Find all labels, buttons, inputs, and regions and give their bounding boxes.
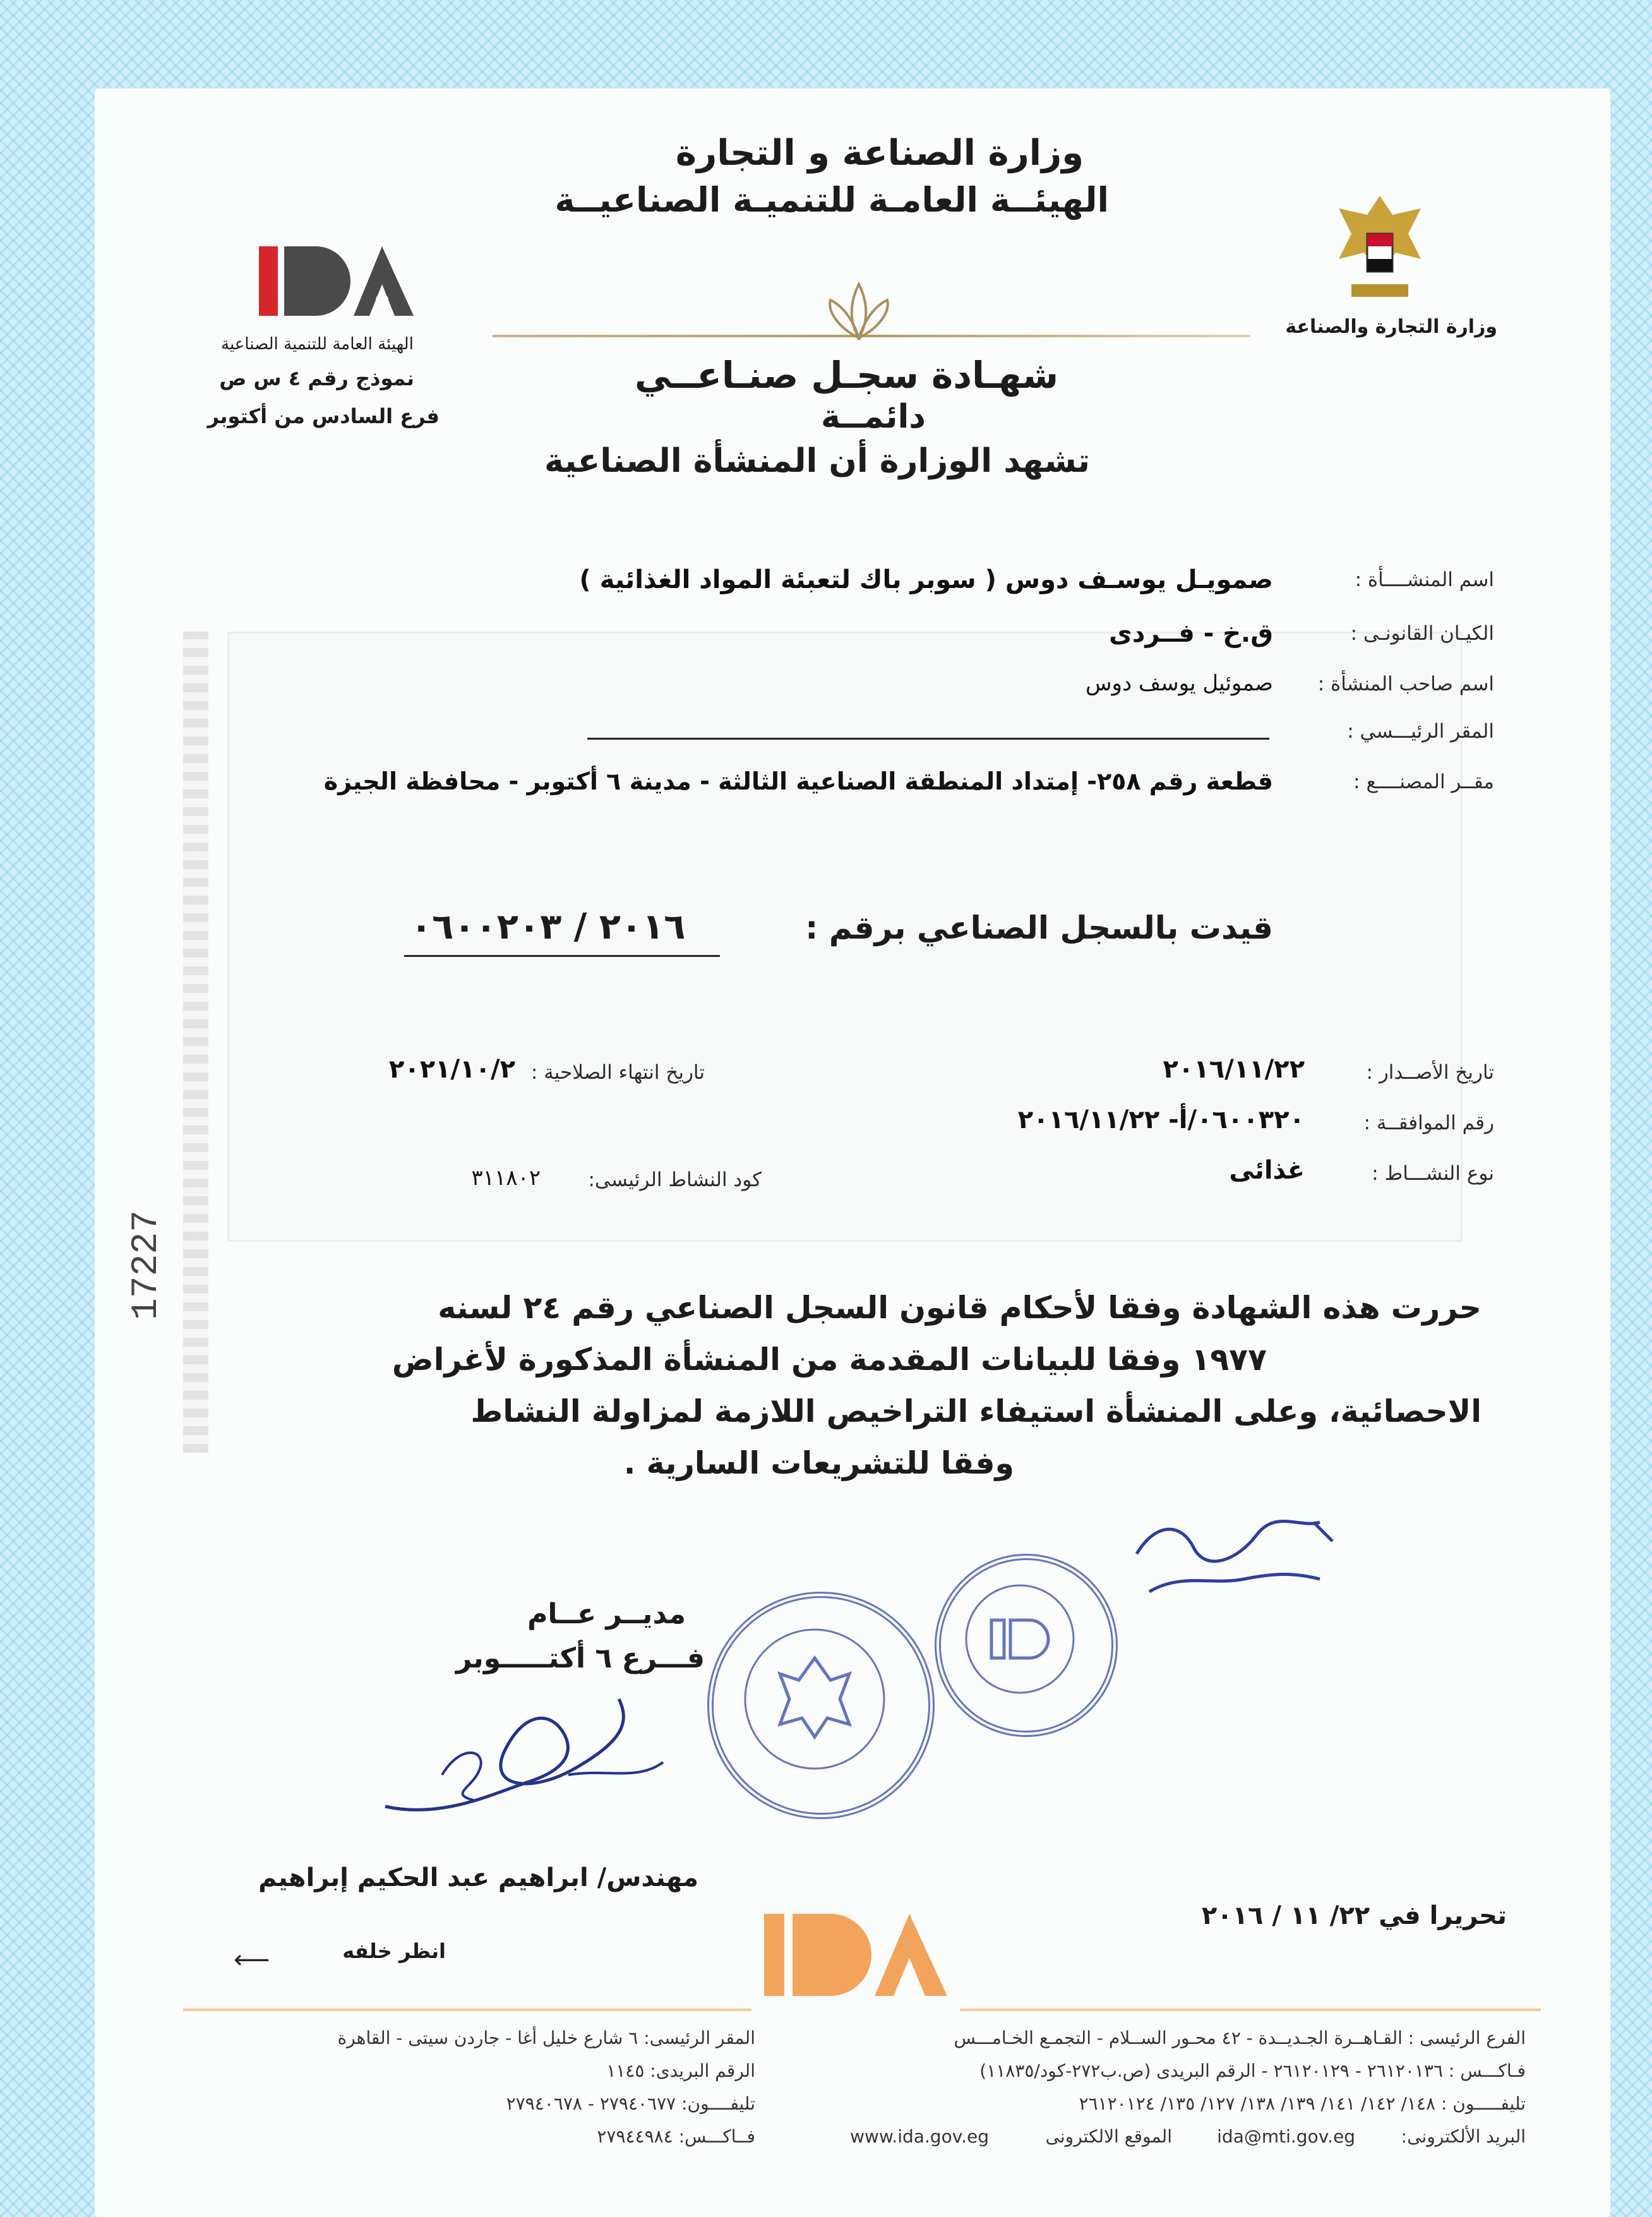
footer-main-branch: الفرع الرئيسى : القـاهــرة الجـديــدة - ٤٢ محـور الســلام - التجمـع الخـامـــس bbox=[954, 2028, 1526, 2048]
eagle-seal-icon bbox=[714, 1598, 916, 1800]
form-number: نموذج رقم ٤ س ص bbox=[219, 366, 414, 390]
footer-rule-right bbox=[960, 2009, 1541, 2011]
entity-value: ق.خ - فــردى bbox=[1109, 619, 1273, 648]
hq-blank-line bbox=[587, 738, 1269, 740]
code-label: كود النشاط الرئيسى: bbox=[588, 1169, 762, 1191]
expiry-value: ٢٠٢١/١٠/٢ bbox=[388, 1055, 515, 1084]
statement-line-2: ١٩٧٧ وفقا للبيانات المقدمة من المنشأة المذكورة لأغراض bbox=[392, 1342, 1267, 1378]
signer-branch: فـــرع ٦ أكتـــــوبر bbox=[455, 1642, 705, 1674]
name-label: اسم المنشــــأة : bbox=[1355, 568, 1494, 591]
eagle-caption: وزارة التجارة والصناعة bbox=[1285, 316, 1497, 338]
statement-line-4: وفقا للتشريعات السارية . bbox=[623, 1445, 1014, 1481]
activity-label: نوع النشـــاط : bbox=[1372, 1162, 1494, 1185]
registration-underline bbox=[404, 955, 720, 957]
handwritten-note bbox=[1111, 1503, 1351, 1611]
ida-seal-icon bbox=[941, 1560, 1099, 1718]
statement-line-3: الاحصائية، وعلى المنشأة استيفاء التراخيص اللازمة لمزاولة النشاط bbox=[470, 1393, 1481, 1429]
ida-caption: الهيئة العامة للتنمية الصناعية bbox=[221, 335, 414, 354]
footer-hq-phone: تليفــــون: ٢٧٩٤٠٦٧٧ - ٢٧٩٤٠٦٧٨ bbox=[506, 2093, 755, 2114]
factory-label: مقــر المصنــــع : bbox=[1353, 771, 1494, 793]
owner-label: اسم صاحب المنشأة : bbox=[1317, 673, 1494, 695]
signer-name: مهندس/ ابراهيم عبد الحكيم إبراهيم bbox=[258, 1863, 698, 1892]
eagle-emblem-icon bbox=[1332, 189, 1427, 316]
footer-website[interactable]: www.ida.gov.eg bbox=[850, 2126, 989, 2147]
statement-line-1: حررت هذه الشهادة وفقا لأحكام قانون السجل الصناعي رقم ٢٤ لسنه bbox=[438, 1290, 1481, 1326]
official-seal-small bbox=[935, 1554, 1118, 1737]
issue-value: ٢٠١٦/١١/٢٢ bbox=[1163, 1055, 1305, 1084]
footer-site-label: الموقع الالكترونى bbox=[1045, 2126, 1172, 2147]
issued-date: تحريرا في ٢٢/ ١١ / ٢٠١٦ bbox=[1201, 1901, 1507, 1930]
signature-scribble bbox=[366, 1674, 720, 1832]
footer-postal: الرقم البريدى: ١١٤٥ bbox=[606, 2060, 755, 2081]
ministry-title: وزارة الصناعة و التجارة bbox=[675, 133, 1084, 174]
signer-title: مديــر عــام bbox=[527, 1598, 686, 1630]
ida-logo-bottom bbox=[764, 1908, 954, 2005]
certificate-title: شهـادة سجـل صنـاعــي bbox=[634, 354, 1058, 397]
approval-label: رقم الموافقــة : bbox=[1363, 1112, 1494, 1134]
issue-label: تاريخ الأصــدار : bbox=[1366, 1061, 1494, 1084]
activity-value: غذائى bbox=[1229, 1156, 1305, 1185]
certificate-subtitle: دائمــة bbox=[821, 398, 926, 436]
footer-email[interactable]: ida@mti.gov.eg bbox=[1217, 2126, 1355, 2147]
serial-number: 17227 bbox=[126, 1210, 167, 1320]
footer-hq-fax: فــاكـــس: ٢٧٩٤٤٩٨٤ bbox=[597, 2126, 755, 2147]
registration-label: قيدت بالسجل الصناعي برقم : bbox=[805, 910, 1273, 946]
certificate-intro: تشهد الوزارة أن المنشأة الصناعية bbox=[544, 442, 1090, 480]
owner-value: صموئيل يوسف دوس bbox=[1086, 671, 1273, 696]
code-value: ٣١١٨٠٢ bbox=[471, 1165, 541, 1191]
footer-phone: تليفـــــون : ١٤٨/ ١٤٢/ ١٤١/ ١٣٩/ ١٣٨/ ١٢٧/ ١٣٥/ ٢٦١٢٠١٢٤ bbox=[1079, 2093, 1526, 2114]
see-back-note: انظر خلفه bbox=[342, 1939, 446, 1963]
lotus-ornament-icon bbox=[815, 278, 903, 347]
official-seal-large bbox=[707, 1592, 935, 1819]
branch-name: فرع السادس من أكتوبر bbox=[207, 404, 440, 428]
factory-value: قطعة رقم ٢٥٨- إمتداد المنطقة الصناعية الثالثة - مدينة ٦ أكتوبر - محافظة الجيزة bbox=[323, 767, 1273, 795]
name-value: صمويـل يوسـف دوس ( سوبر باك لتعبئة المواد الغذائية ) bbox=[579, 565, 1273, 594]
footer-hq-address: المقر الرئيسى: ٦ شارع خليل أغا - جاردن سيتى - القاهرة bbox=[337, 2028, 755, 2048]
arrow-left-icon: ⟵ bbox=[234, 1945, 270, 1974]
approval-value: ٠٦٠٠٣٢٠/أ- ٢٠١٦/١١/٢٢ bbox=[1017, 1105, 1305, 1134]
registration-number: ٢٠١٦ / ٠٦٠٠٢٠٣ bbox=[410, 906, 686, 947]
hq-label: المقر الرئيـــسي : bbox=[1347, 720, 1494, 743]
footer-email-label: البريد الألكترونى: bbox=[1401, 2126, 1526, 2147]
footer-fax: فـاكـــس : ٢٦١٢٠١٣٦ - ٢٦١٢٠١٢٩ - الرقم البريدى (ص.ب٢٧٢-كود/١١٨٣٥) bbox=[979, 2060, 1526, 2081]
entity-label: الكيـان القانونـى : bbox=[1350, 622, 1494, 645]
authority-title: الهيئــة العامـة للتنميـة الصناعيــة bbox=[554, 180, 1109, 220]
ida-logo-top bbox=[259, 246, 417, 318]
footer-rule-left bbox=[183, 2009, 751, 2011]
guilloche-strip bbox=[183, 632, 208, 1453]
expiry-label: تاريخ انتهاء الصلاحية : bbox=[530, 1061, 705, 1084]
